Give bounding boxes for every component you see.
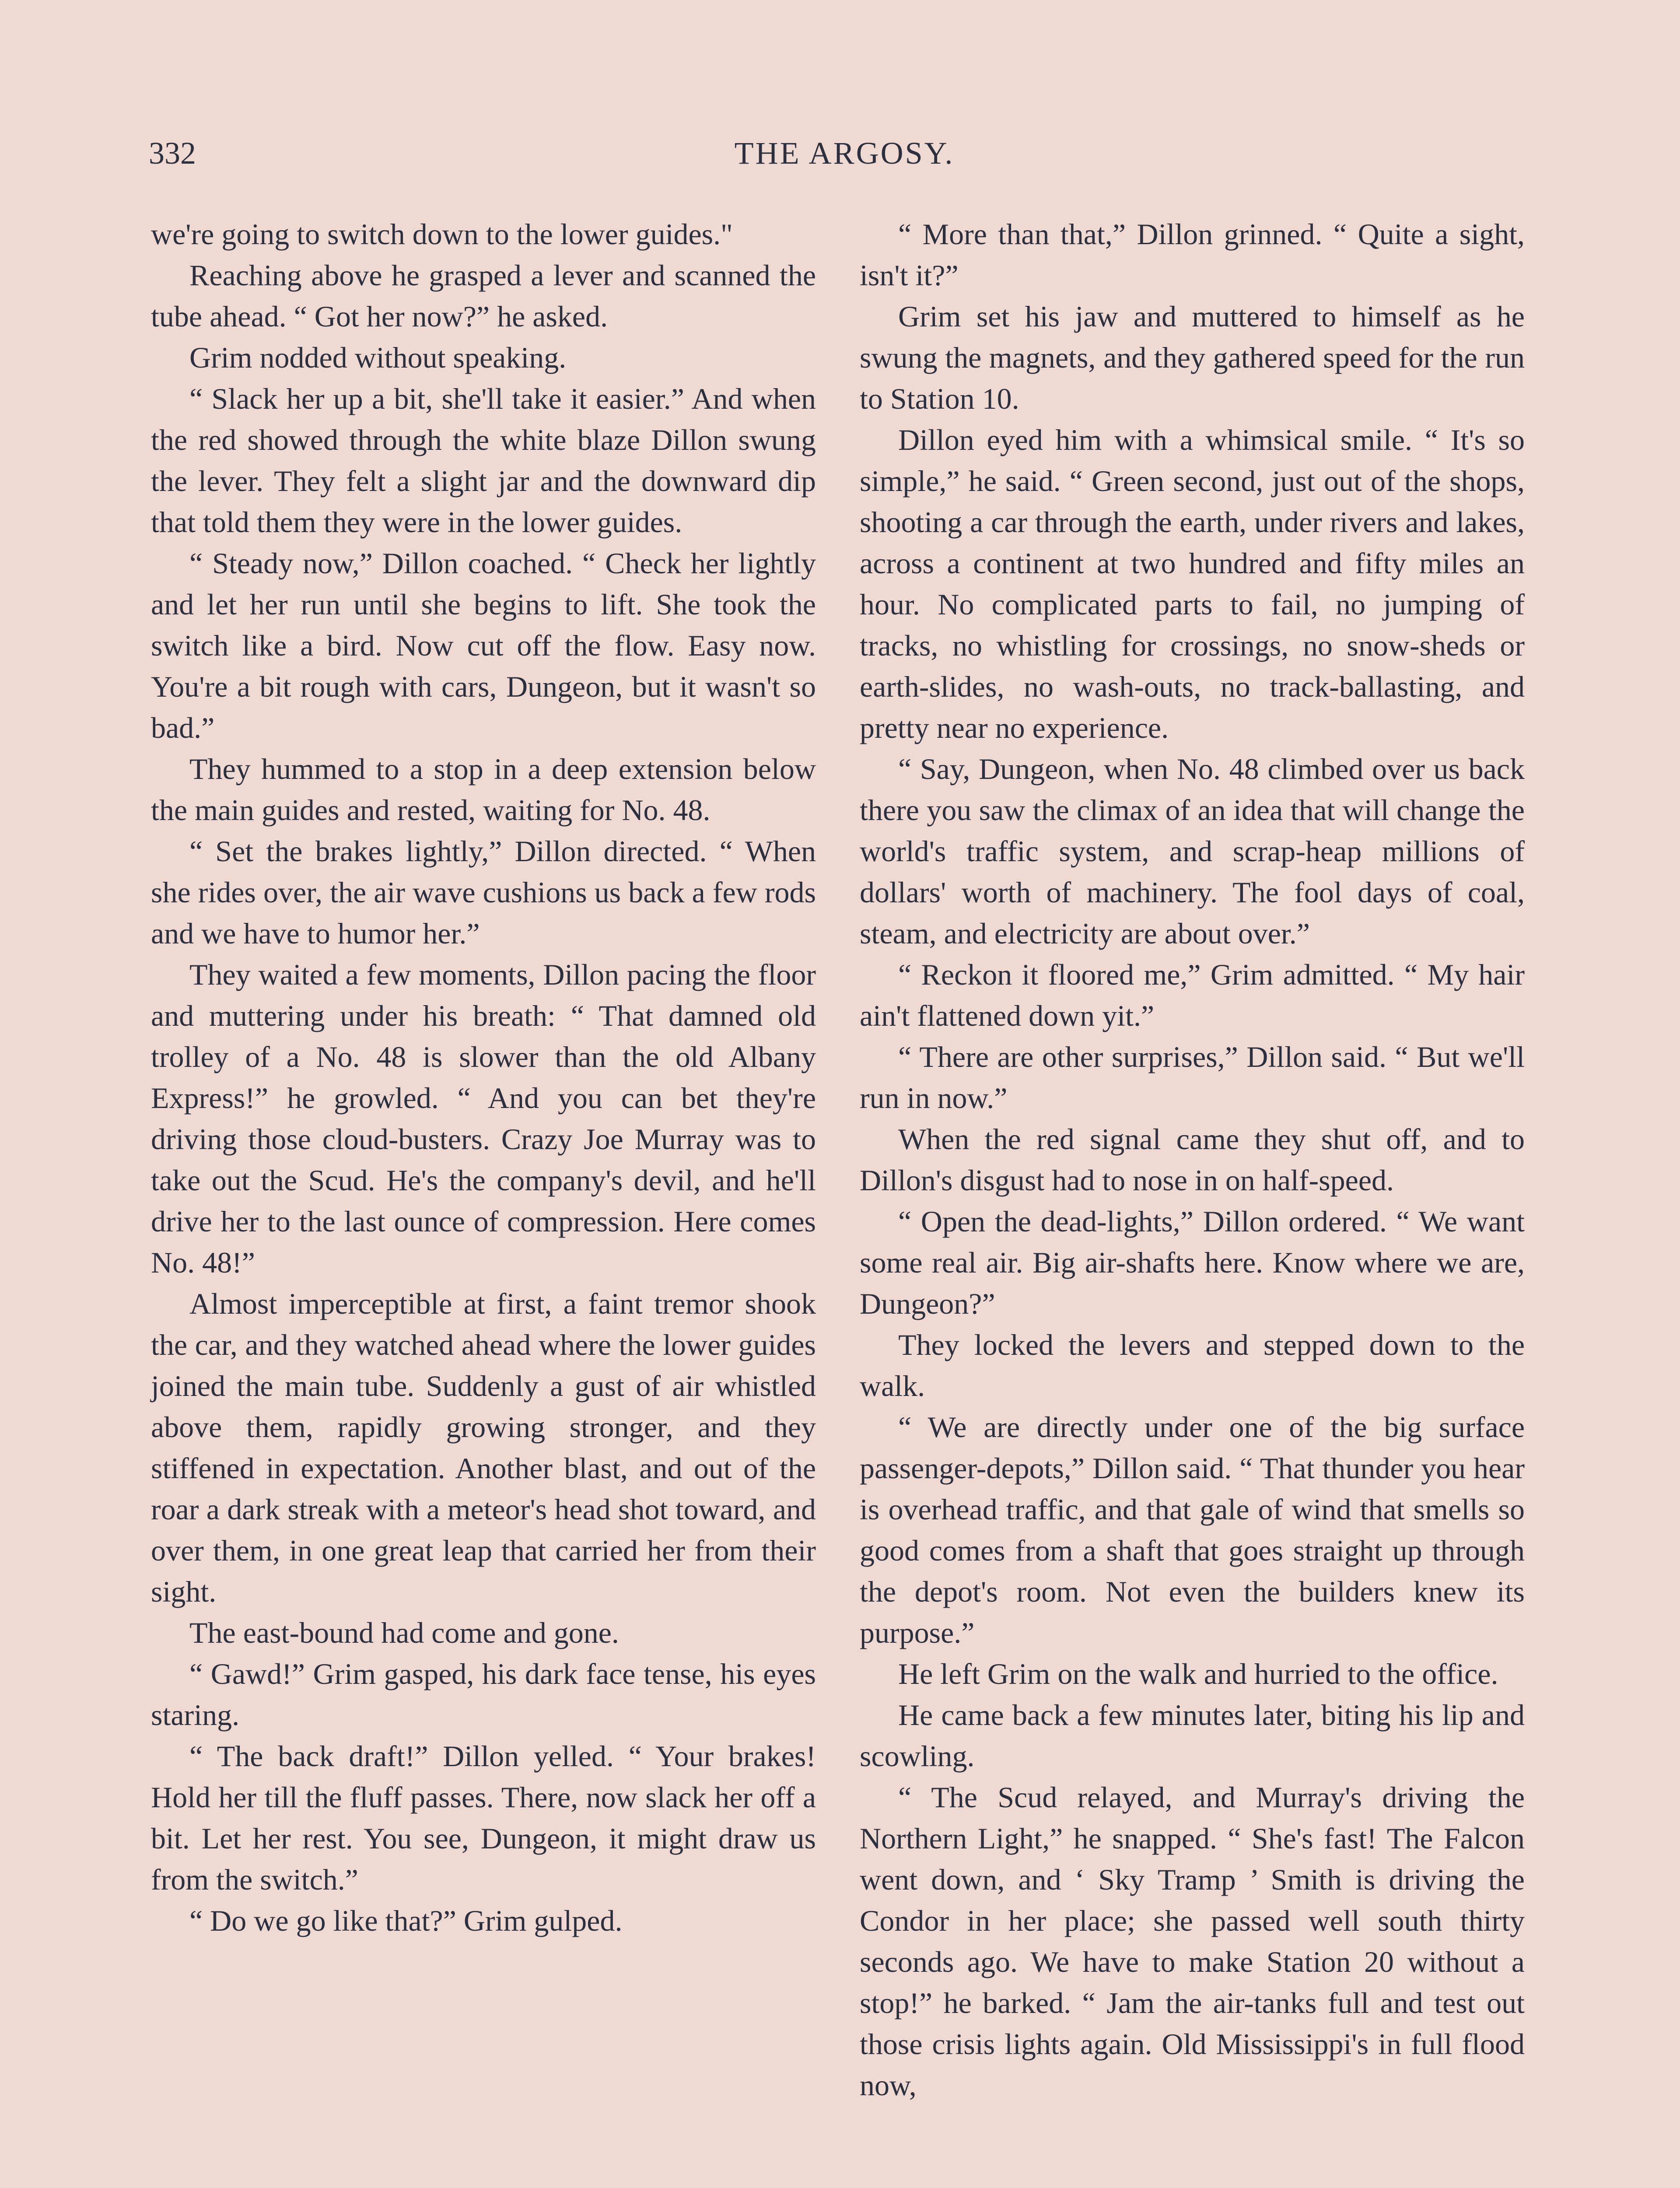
- paragraph: “ Reckon it floored me,” Grim admitted. “ My hair ain't flattened down yit.”: [860, 958, 1525, 1032]
- paragraph: “ Set the brakes lightly,” Dillon directed. “ When she rides over, the air wave cushions us back a few rods and we have to humor her.”: [151, 835, 816, 950]
- paragraph: Almost imperceptible at first, a faint tremor shook the car, and they watched ahead where the lower guides joined the main tube. Suddenly a gust of air whistled above them, rapidly growing stronger, and they stiffened in expectation. Another blast, and out of the roar a dark streak with a meteor's head shot toward, and over them, in one great leap that carried her from their sight.: [151, 1287, 816, 1608]
- paragraph: “ Do we go like that?” Grim gulped.: [189, 1904, 623, 1937]
- paragraph: “ The back draft!” Dillon yelled. “ Your brakes! Hold her till the fluff passes. There, now slack her off a bit. Let her rest. You see, Dungeon, it might draw us from the switch.”: [151, 1739, 816, 1896]
- paragraph: “ Steady now,” Dillon coached. “ Check her lightly and let her run until she begins to lift. She took the switch like a bird. Now cut off the flow. Easy now. You're a bit rough with cars, Dungeon, but it wasn't so bad.”: [151, 547, 816, 744]
- paragraph: “ The Scud relayed, and Murray's driving the Northern Light,” he snapped. “ She's fast! The Falcon went down, and ‘ Sky Tramp ’ Smith is driving the Condor in her place; she passed well south thirty seconds ago. We have to make Station 20 without a stop!” he barked. “ Jam the air-tanks full and test out those crisis lights again. Old Mississippi's in full flood now,: [860, 1781, 1525, 2102]
- paragraph: we're going to switch down to the lower guides.": [151, 217, 733, 251]
- paragraph: “ Slack her up a bit, she'll take it easier.” And when the red showed through the white blaze Dillon swung the lever. They felt a slight jar and the downward dip that told them they were in the lower guides.: [151, 382, 816, 539]
- paragraph: Reaching above he grasped a lever and scanned the tube ahead. “ Got her now?” he asked.: [151, 259, 816, 333]
- running-head: THE ARGOSY.: [734, 136, 955, 171]
- paragraph: “ We are directly under one of the big surface passenger-depots,” Dillon said. “ That thunder you hear is overhead traffic, and that gale of wind that smells so good comes from a shaft that goes straight up through the depot's room. Not even the builders knew its purpose.”: [860, 1410, 1525, 1649]
- paragraph: They waited a few moments, Dillon pacing the floor and muttering under his breath: “ That damned old trolley of a No. 48 is slower than the old Albany Express!” he growled. “ And you can bet they're driving those cloud-busters. Crazy Joe Murray was to take out the Scud. He's the company's devil, and he'll drive her to the last ounce of compression. Here comes No. 48!”: [151, 958, 816, 1279]
- paragraph: Grim set his jaw and muttered to himself as he swung the magnets, and they gathered speed for the run to Station 10.: [860, 300, 1525, 415]
- paragraph: They locked the levers and stepped down to the walk.: [860, 1328, 1525, 1403]
- paragraph: The east-bound had come and gone.: [189, 1616, 619, 1649]
- paragraph: “ More than that,” Dillon grinned. “ Quite a sight, isn't it?”: [860, 217, 1525, 292]
- paragraph: “ Say, Dungeon, when No. 48 climbed over us back there you saw the climax of an idea that will change the world's traffic system, and scrap-heap millions of dollars' worth of machinery. The fool days of coal, steam, and electricity are about over.”: [860, 752, 1525, 950]
- page-number: 332: [149, 136, 196, 171]
- paragraph: Dillon eyed him with a whimsical smile. “ It's so simple,” he said. “ Green second, just out of the shops, shooting a car through the earth, under rivers and lakes, across a continent at two hundred and fifty miles an hour. No complicated parts to fail, no jumping of tracks, no whistling for crossings, no snow-sheds or earth-slides, no wash-outs, no track-ballasting, and pretty near no experience.: [860, 423, 1525, 744]
- paragraph: “ Open the dead-lights,” Dillon ordered. “ We want some real air. Big air-shafts here. Know where we are, Dungeon?”: [860, 1205, 1525, 1320]
- paragraph: They hummed to a stop in a deep extension below the main guides and rested, waiting for No. 48.: [151, 752, 816, 827]
- paragraph: Grim nodded without speaking.: [189, 341, 567, 374]
- paragraph: “ There are other surprises,” Dillon said. “ But we'll run in now.”: [860, 1040, 1525, 1115]
- left-column: [151, 214, 816, 1941]
- paragraph: “ Gawd!” Grim gasped, his dark face tense, his eyes staring.: [151, 1657, 816, 1732]
- paragraph: He left Grim on the walk and hurried to the office.: [898, 1657, 1498, 1690]
- paragraph: He came back a few minutes later, biting his lip and scowling.: [860, 1698, 1525, 1773]
- page-header: [149, 131, 1540, 179]
- right-column: [860, 214, 1525, 2106]
- paragraph: When the red signal came they shut off, and to Dillon's disgust had to nose in on half-speed.: [860, 1122, 1525, 1197]
